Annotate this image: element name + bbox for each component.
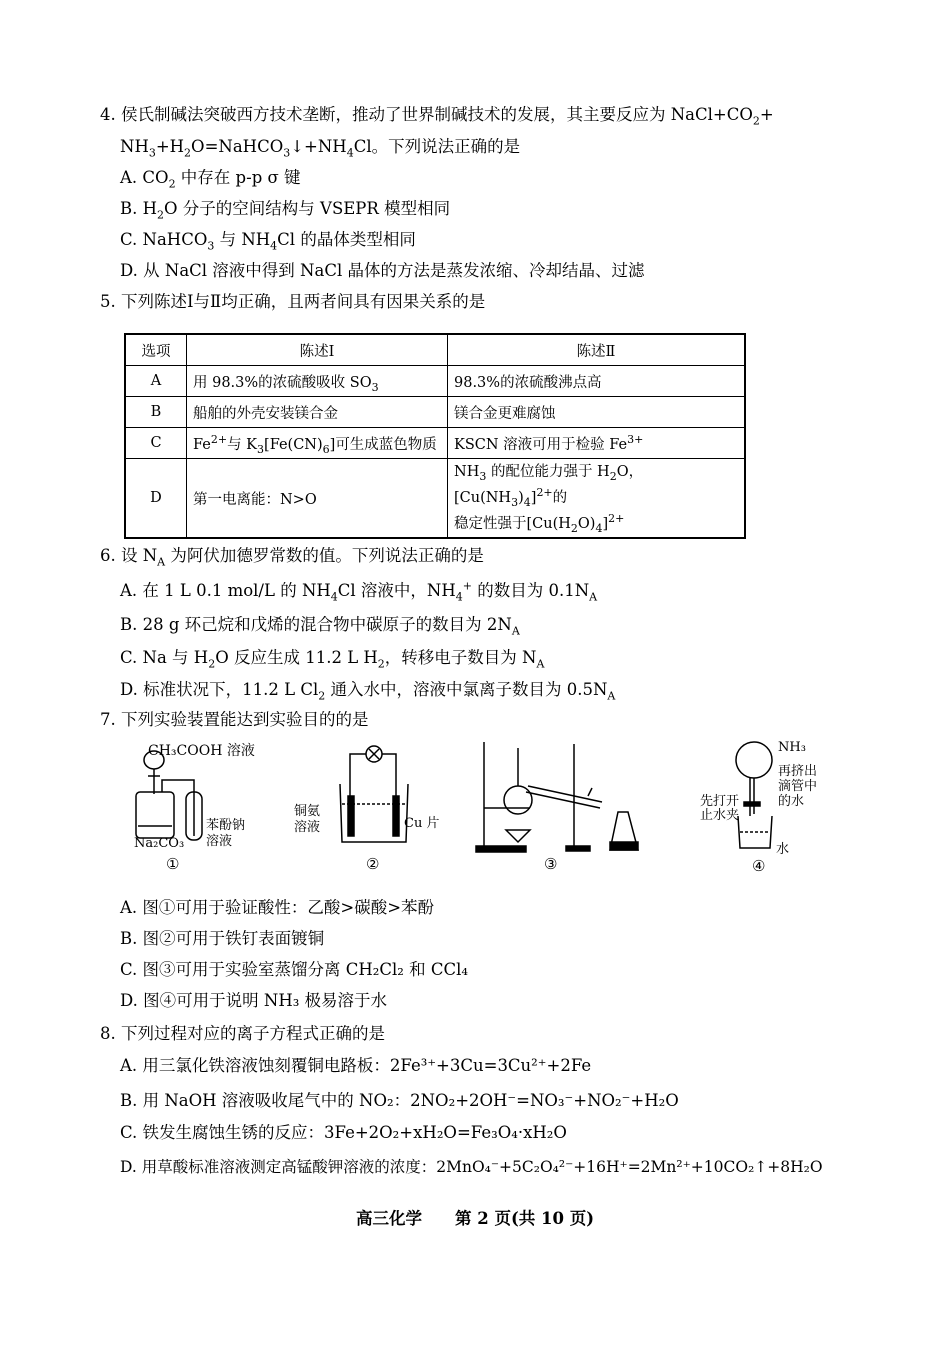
- fig1-label-phenolate: 苯酚钠: [206, 818, 246, 833]
- q4-option-d: D. 从 NaCl 溶液中得到 NaCl 晶体的方法是蒸发浓缩、冷却结晶、过滤: [120, 261, 645, 280]
- row-option: C: [125, 428, 187, 459]
- q6-option-b: B. 28 g 环己烷和戊烯的混合物中碳原子的数目为 $2N_A$: [120, 615, 520, 638]
- q8-stem: 8. 下列过程对应的离子方程式正确的是: [100, 1024, 385, 1043]
- q6-option-a: A. 在 1 L 0.1 mol/L 的 $NH_4Cl$ 溶液中，$NH_4^+$ 的数目为 $0.1N_A$: [120, 579, 598, 604]
- fig2-label-cu-piece: Cu 片: [404, 816, 440, 831]
- q8-option-d: D. 用草酸标准溶液测定高锰酸钾溶液的浓度：2MnO₄⁻+5C₂O₄²⁻+16H⁺=2Mn²⁺+10CO₂↑+8H₂O: [120, 1158, 823, 1176]
- fig4-label-squeeze-1: 再挤出: [778, 764, 818, 779]
- apparatus-3-diagram: [470, 738, 660, 856]
- q4-option-c: C. NaHCO$_3$ 与 $NH_4Cl$ 的晶体类型相同: [120, 230, 416, 253]
- table-row: [125, 397, 745, 428]
- row-statement-1: 船舶的外壳安装镁合金: [187, 397, 448, 428]
- q7-option-c: C. 图③可用于实验室蒸馏分离 CH₂Cl₂ 和 CCl₄: [120, 960, 469, 979]
- fig-number-2: ②: [366, 855, 380, 873]
- fig4-label-squeeze-2: 滴管中: [778, 779, 818, 794]
- row-statement-2: 98.3%的浓硫酸沸点高: [448, 366, 746, 397]
- fig1-label-solution: 溶液: [206, 834, 233, 849]
- q8-option-c: C. 铁发生腐蚀生锈的反应：3Fe+2O₂+xH₂O=Fe₃O₄·xH₂O: [120, 1123, 567, 1142]
- row-option: A: [125, 366, 187, 397]
- q4-stem-line2: $NH_3+H_2O=NaHCO_3↓+NH_4Cl$。下列说法正确的是: [120, 137, 521, 160]
- table-row: [125, 366, 745, 397]
- q4-option-b: B. $H_2O$ 分子的空间结构与 VSEPR 模型相同: [120, 199, 451, 222]
- q6-stem: 6. 设 $N_A$ 为阿伏加德罗常数的值。下列说法正确的是: [100, 546, 484, 569]
- fig2-label-copper-ammonia: 铜氨: [294, 804, 321, 819]
- fig-number-4: ④: [752, 857, 766, 875]
- q7-option-b: B. 图②可用于铁钉表面镀铜: [120, 929, 325, 948]
- header-statement-1: 陈述Ⅰ: [187, 334, 448, 366]
- q6-option-d: D. 标准状况下，11.2 L $Cl_2$ 通入水中，溶液中氯离子数目为 $0.5N_A$: [120, 680, 616, 703]
- fig4-label-clamp-2: 止水夹: [700, 808, 740, 823]
- row-statement-1: $Fe^{2+}$与 $K_3[Fe(CN)_6]$可生成蓝色物质: [187, 428, 448, 459]
- q7-option-d: D. 图④可用于说明 NH₃ 极易溶于水: [120, 991, 388, 1010]
- q5-statement-table: [124, 333, 746, 539]
- row-statement-1: 用 98.3%的浓硫酸吸收 $SO_3$: [187, 366, 448, 397]
- header-statement-2: 陈述Ⅱ: [448, 334, 746, 366]
- q8-option-b: B. 用 NaOH 溶液吸收尾气中的 NO₂：2NO₂+2OH⁻=NO₃⁻+NO₂⁻+H₂O: [120, 1091, 679, 1110]
- apparatus-2-diagram: [336, 742, 416, 852]
- fig1-label-ch3cooh: CH₃COOH 溶液: [148, 743, 255, 759]
- row-option: D: [125, 459, 187, 539]
- table-row: [125, 428, 745, 459]
- page-footer: 高三化学 第 2 页(共 10 页): [355, 1209, 595, 1228]
- q7-option-a: A. 图①可用于验证酸性：乙酸>碳酸>苯酚: [120, 898, 435, 917]
- fig4-label-clamp-1: 先打开: [700, 794, 740, 809]
- fig4-label-nh3: NH₃: [778, 740, 806, 755]
- fig-number-3: ③: [544, 855, 558, 873]
- q6-option-c: C. Na 与 $H_2O$ 反应生成 11.2 L $H_2$，转移电子数目为 $N_A$: [120, 648, 545, 671]
- fig-number-1: ①: [166, 855, 180, 873]
- table-header-row: [125, 334, 745, 366]
- fig4-label-water: 水: [776, 842, 790, 857]
- fig2-label-solution: 溶液: [294, 820, 321, 835]
- row-statement-2: KSCN 溶液可用于检验 $Fe^{3+}$: [448, 428, 746, 459]
- table-row: [125, 459, 745, 539]
- q4-option-a: A. $CO_2$ 中存在 p-p σ 键: [120, 168, 301, 191]
- fig1-label-na2co3: Na₂CO₃: [134, 836, 185, 851]
- q7-stem: 7. 下列实验装置能达到实验目的的是: [100, 710, 369, 729]
- q4-stem-line1: 4. 侯氏制碱法突破西方技术垄断，推动了世界制碱技术的发展，其主要反应为 $NaCl+CO_2+$: [100, 105, 774, 128]
- row-statement-2: 镁合金更难腐蚀: [448, 397, 746, 428]
- q5-stem: 5. 下列陈述Ⅰ与Ⅱ均正确，且两者间具有因果关系的是: [100, 292, 486, 311]
- fig4-label-squeeze-3: 的水: [778, 794, 805, 809]
- header-option: 选项: [125, 334, 187, 366]
- row-statement-1: 第一电离能：N>O: [187, 459, 448, 539]
- q8-option-a: A. 用三氯化铁溶液蚀刻覆铜电路板：2Fe³⁺+3Cu=3Cu²⁺+2Fe: [120, 1056, 592, 1075]
- row-option: B: [125, 397, 187, 428]
- row-statement-2: $NH_3$ 的配位能力强于 $H_2O$，$[Cu(NH_3)_4]^{2+}$的 稳定性强于$[Cu(H_2O)_4]^{2+}$: [448, 459, 746, 539]
